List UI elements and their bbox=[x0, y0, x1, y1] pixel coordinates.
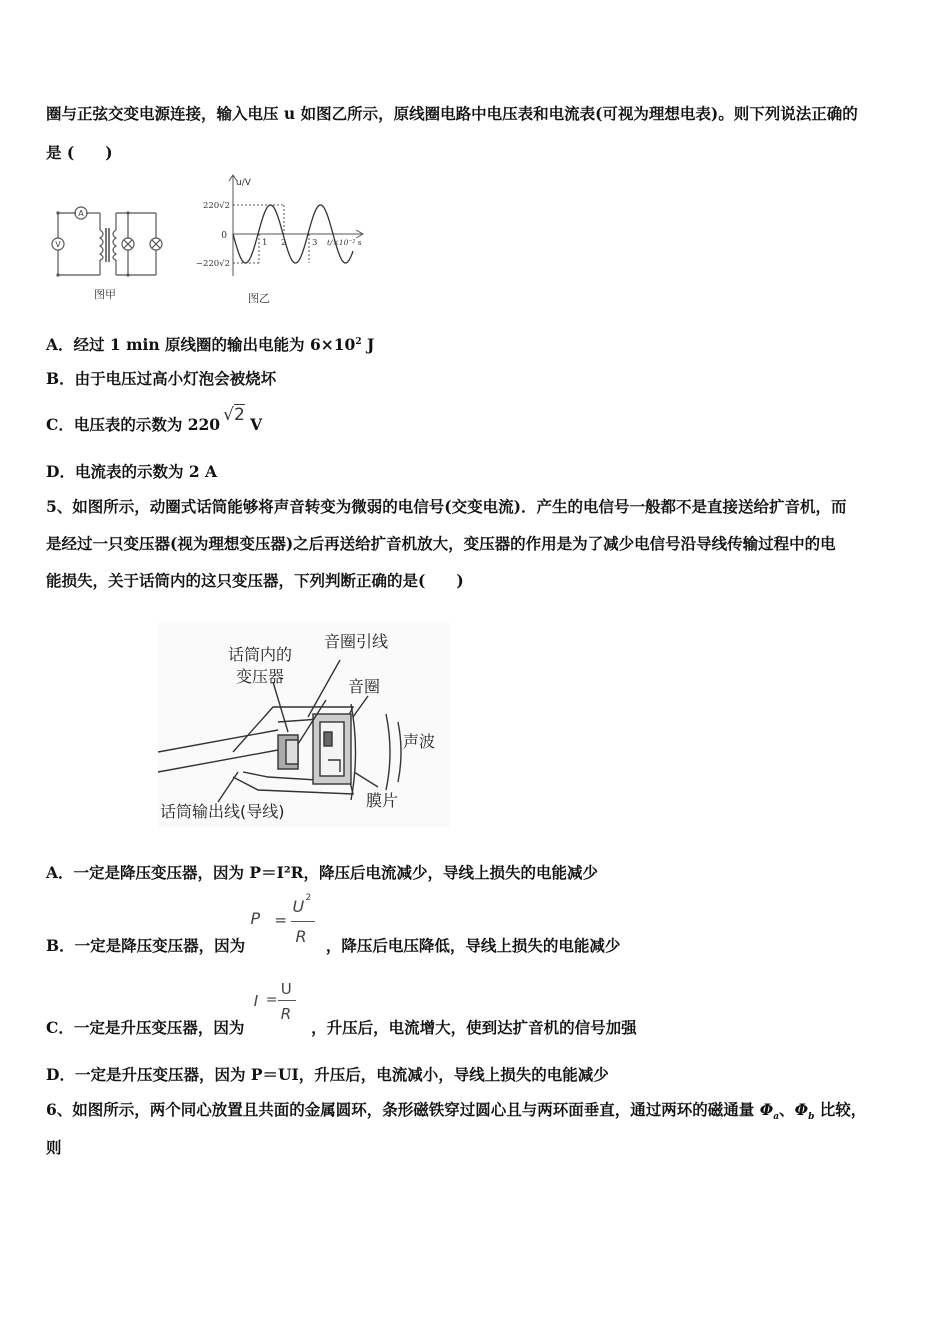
graph-ymin-label: −220√2 bbox=[196, 259, 230, 269]
phi-symbol-a: Φ bbox=[759, 1100, 774, 1119]
figure-b-caption: 图乙 bbox=[248, 292, 270, 305]
q5-option-a[interactable]: A．一定是降压变压器，因为 P＝I²R，降压后电流减少，导线上损失的电能减少 bbox=[46, 863, 599, 882]
q5-option-c[interactable] bbox=[46, 980, 637, 1035]
fraction-bar bbox=[291, 921, 315, 922]
formula-b-equals: = bbox=[274, 911, 288, 929]
voltmeter-icon: V bbox=[55, 240, 61, 249]
graph-origin-label: 0 bbox=[221, 231, 227, 241]
q4-option-a-text: A．经过 1 min 原线圈的输出电能为 6×10 bbox=[46, 335, 356, 354]
label-sound-wave: 声波 bbox=[403, 732, 436, 751]
figure-voltage-graph bbox=[196, 172, 371, 310]
formula-b-denominator: R bbox=[295, 927, 307, 946]
q6-stem-text: 6、如图所示，两个同心放置且共面的金属圆环，条形磁铁穿过圆心且与两环面垂直，通过两环的磁通量 bbox=[46, 1100, 760, 1119]
formula-i-u-over-r bbox=[250, 980, 306, 1030]
graph-tick-3: 3 bbox=[312, 238, 318, 248]
q6-stem-line2: 则 bbox=[46, 1138, 62, 1157]
ammeter-icon: A bbox=[78, 209, 84, 218]
formula-b-symbol-p: P bbox=[250, 909, 261, 928]
label-output-cable: 话筒输出线(导线) bbox=[160, 802, 285, 821]
q5-stem-line2: 是经过一只变压器(视为理想变压器)之后再送给扩音机放大，变压器的作用是为了减少电信号沿导线传输过程中的电 bbox=[46, 534, 836, 553]
label-transformer-line2: 变压器 bbox=[236, 667, 285, 686]
q4-option-a-unit: J bbox=[361, 335, 375, 354]
q4-option-c[interactable] bbox=[46, 405, 263, 435]
graph-tick-1: 1 bbox=[262, 238, 268, 248]
phi-subscript-b: b bbox=[808, 1112, 815, 1123]
q4-option-c-unit: V bbox=[244, 415, 263, 434]
graph-ylabel: u/V bbox=[236, 178, 251, 188]
q5-option-b-reason: ，降压后电压降低，导线上损失的电能减少 bbox=[325, 935, 621, 955]
q4-option-a-exponent: 2 bbox=[355, 336, 362, 347]
sqrt-symbol-icon: √2 bbox=[223, 405, 245, 425]
label-coil: 音圈 bbox=[348, 677, 381, 696]
formula-c-denominator: R bbox=[280, 1005, 292, 1023]
q5-option-b-text: B．一定是降压变压器，因为 bbox=[46, 935, 246, 955]
q5-option-b[interactable] bbox=[46, 893, 621, 955]
label-diaphragm: 膜片 bbox=[366, 791, 399, 810]
formula-b-exponent: 2 bbox=[305, 893, 312, 903]
q6-separator: 、 bbox=[779, 1100, 795, 1119]
q4-option-b[interactable]: B．由于电压过高小灯泡会被烧坏 bbox=[46, 369, 277, 388]
formula-p-u2-over-r bbox=[250, 893, 321, 952]
q4-option-c-radicand: 2 bbox=[233, 405, 245, 425]
q5-option-d[interactable]: D．一定是升压变压器，因为 P＝UI，升压后，电流减小，导线上损失的电能减少 bbox=[46, 1065, 609, 1084]
phi-subscript-a: a bbox=[773, 1112, 780, 1123]
q5-stem-line3: 能损失，关于话筒内的这只变压器，下列判断正确的是( ) bbox=[46, 571, 464, 590]
graph-xlabel: t/×10⁻² s bbox=[327, 238, 362, 247]
q4-stem-line2: 是 ( ) bbox=[46, 143, 113, 162]
q5-stem-line1: 5、如图所示，动圈式话筒能够将声音转变为微弱的电信号(交变电流)．产生的电信号一般都不是直接送给扩音机，而 bbox=[46, 497, 847, 516]
formula-c-numerator: U bbox=[280, 980, 292, 998]
label-coil-lead: 音圈引线 bbox=[324, 632, 389, 651]
figure-microphone bbox=[158, 622, 450, 827]
label-transformer-line1: 话筒内的 bbox=[228, 645, 293, 664]
formula-b-numerator: U bbox=[292, 897, 305, 916]
q4-option-c-text: C．电压表的示数为 220 bbox=[46, 415, 221, 434]
formula-c-equals: = bbox=[265, 992, 278, 1008]
graph-tick-2: 2 bbox=[281, 238, 287, 248]
formula-c-symbol-i: I bbox=[253, 992, 259, 1010]
q5-option-c-text: C．一定是升压变压器，因为 bbox=[46, 1018, 245, 1037]
figure-circuit bbox=[48, 200, 168, 305]
phi-symbol-b: Φ bbox=[794, 1100, 809, 1119]
q6-stem-compare: 比较， bbox=[814, 1100, 867, 1119]
q4-stem-line1: 圈与正弦交变电源连接，输入电压 u 如图乙所示，原线圈电路中电压表和电流表(可视为理想电表)。则下列说法正确的 bbox=[46, 104, 858, 123]
q6-stem-line1 bbox=[46, 1098, 866, 1122]
q5-option-c-reason: ，升压后，电流增大，使到达扩音机的信号加强 bbox=[311, 1018, 637, 1037]
fraction-bar bbox=[278, 1000, 296, 1001]
figure-a-caption: 图甲 bbox=[94, 288, 116, 301]
graph-ymax-label: 220√2 bbox=[202, 201, 230, 211]
q4-option-a[interactable] bbox=[46, 333, 374, 355]
q4-option-d[interactable]: D．电流表的示数为 2 A bbox=[46, 462, 218, 481]
